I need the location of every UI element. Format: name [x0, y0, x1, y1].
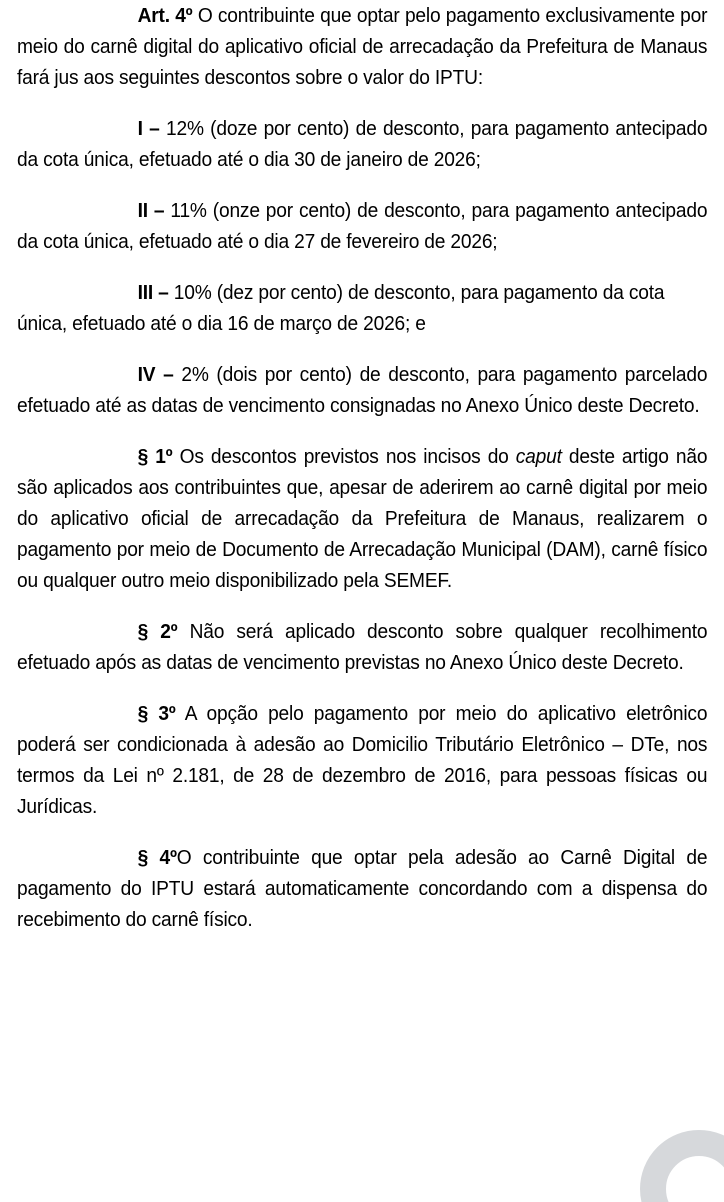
- paragraph-inciso-iv: [17, 359, 707, 421]
- paragraph-text: 11% (onze por cento) de desconto, para pagamento antecipado da cota única, efetuado até o dia 27 de fevereiro de 2026;: [17, 199, 708, 253]
- paragraph-marker: § 1º: [137, 445, 173, 468]
- inciso-marker: I –: [137, 117, 160, 140]
- paragraph-paragrafo-1: [17, 441, 707, 596]
- paragraph-paragrafo-3: [17, 698, 707, 822]
- article-marker: Art. 4º: [137, 4, 193, 27]
- paragraph-inciso-iii: [17, 277, 707, 339]
- paragraph-text: 2% (dois por cento) de desconto, para pagamento parcelado efetuado até as datas de vencimento consignadas no Anexo Único deste Decreto.: [17, 363, 708, 417]
- paragraph-marker: § 4º: [137, 846, 177, 869]
- paragraph-paragrafo-2: [17, 616, 707, 678]
- paragraph-text: A opção pelo pagamento por meio do aplicativo eletrônico poderá ser condicionada à adesão ao Domicilio Tributário Eletrônico – DTe, nos termos da Lei nº 2.181, de 28 de dezembro de 2016, para pessoas físicas ou Jurídicas.: [17, 702, 708, 818]
- italic-term-caput: caput: [515, 445, 562, 468]
- inciso-marker: IV –: [137, 363, 174, 386]
- paragraph-text: 10% (dez por cento) de desconto, para pagamento da cota única, efetuado até o dia 16 de março de 2026; e: [17, 281, 665, 335]
- paragraph-art-4-caput: [17, 0, 707, 93]
- paragraph-text: O contribuinte que optar pelo pagamento exclusivamente por meio do carnê digital do aplicativo oficial de arrecadação da Prefeitura de Manaus fará jus aos seguintes descontos sobre o valor do IPTU:: [17, 4, 708, 89]
- circular-ring-watermark: [640, 1130, 724, 1202]
- paragraph-text-part-1: Os descontos previstos nos incisos do: [179, 445, 516, 468]
- paragraph-paragrafo-4: [17, 842, 707, 935]
- paragraph-marker: § 2º: [137, 620, 178, 643]
- paragraph-inciso-i: [17, 113, 707, 175]
- paragraph-inciso-ii: [17, 195, 707, 257]
- paragraph-text: O contribuinte que optar pela adesão ao Carnê Digital de pagamento do IPTU estará automaticamente concordando com a dispensa do recebimento do carnê físico.: [17, 846, 708, 931]
- paragraph-text-part-2: deste artigo não são aplicados aos contribuintes que, apesar de aderirem ao carnê digital por meio do aplicativo oficial de arrecadação da Prefeitura de Manaus, realizarem o pagamento por meio de Documento de Arrecadação Municipal (DAM), carnê físico ou qualquer outro meio disponibilizado pela SEMEF.: [17, 445, 708, 592]
- inciso-marker: III –: [137, 281, 169, 304]
- inciso-marker: II –: [137, 199, 165, 222]
- paragraph-text: 12% (doze por cento) de desconto, para pagamento antecipado da cota única, efetuado até o dia 30 de janeiro de 2026;: [17, 117, 708, 171]
- paragraph-marker: § 3º: [137, 702, 176, 725]
- paragraph-text: Não será aplicado desconto sobre qualquer recolhimento efetuado após as datas de vencimento previstas no Anexo Único deste Decreto.: [17, 620, 708, 674]
